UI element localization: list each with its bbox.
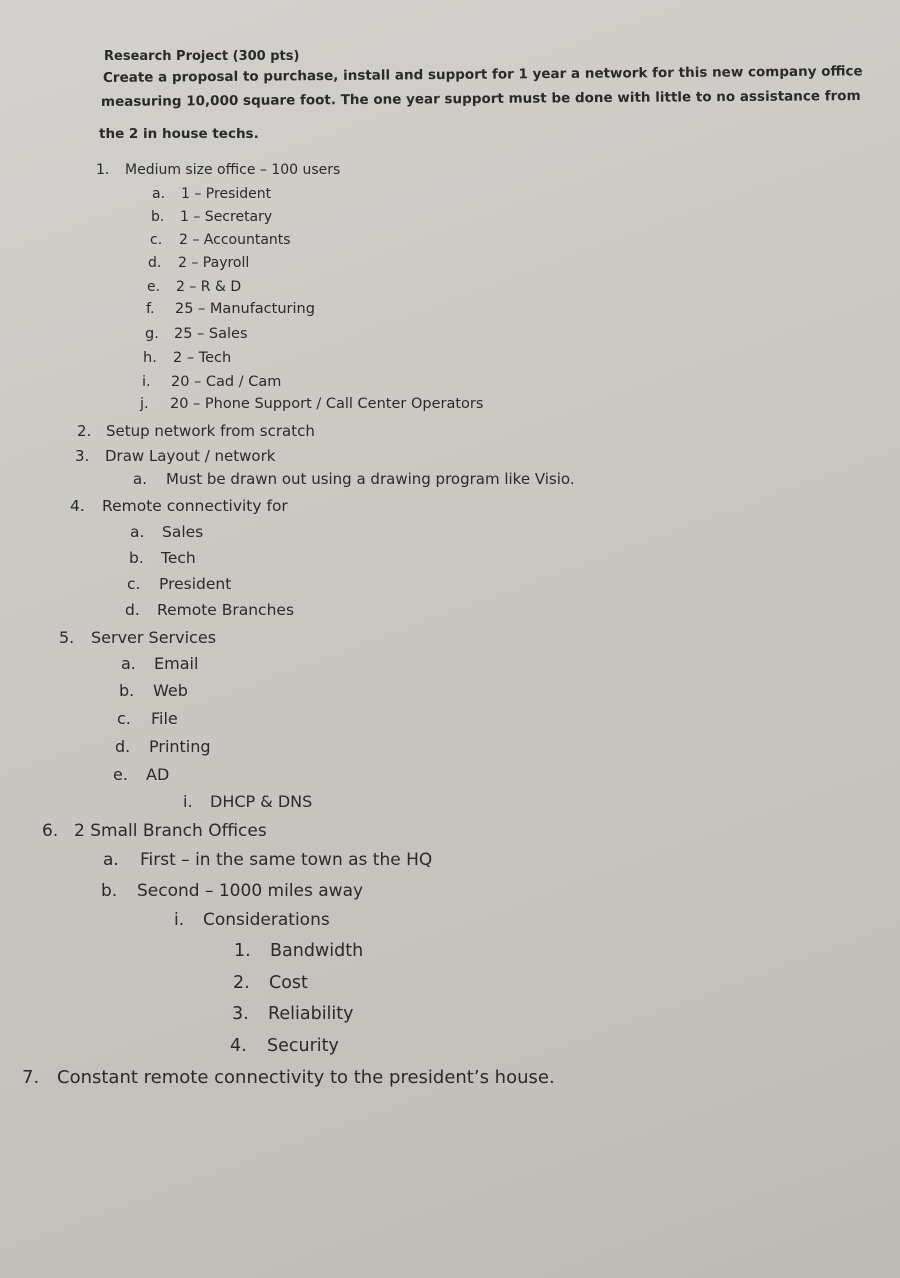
list-item-text: Draw Layout / network — [105, 447, 276, 465]
list-item-text: DHCP & DNS — [210, 792, 313, 811]
list-marker: 5. — [59, 628, 75, 647]
list-item-text: 2 – R & D — [176, 279, 242, 295]
list-item-text: President — [159, 575, 232, 593]
list-marker: b. — [119, 681, 135, 700]
list-marker: b. — [101, 881, 118, 901]
list-marker: i. — [174, 910, 185, 930]
list-item-text: Tech — [161, 549, 196, 567]
list-marker: 2. — [77, 422, 92, 440]
list-marker: g. — [145, 326, 159, 342]
list-item-text: 20 – Cad / Cam — [171, 374, 282, 390]
list-item-text: File — [151, 709, 178, 728]
list-item-text: 1 – President — [181, 186, 272, 202]
list-marker: a. — [130, 523, 145, 541]
list-item-text: 25 – Manufacturing — [175, 301, 315, 317]
list-marker: i. — [142, 374, 151, 390]
list-marker: c. — [127, 575, 141, 593]
list-item-text: Cost — [269, 973, 308, 993]
list-marker: h. — [143, 350, 157, 366]
intro-line: measuring 10,000 square foot. The one year support must be done with little to no assistance from — [100, 88, 861, 110]
list-marker: 1. — [234, 941, 251, 961]
list-marker: 1. — [96, 162, 110, 178]
list-marker: 4. — [70, 497, 85, 515]
list-item-text: Medium size office – 100 users — [125, 162, 341, 178]
list-marker: b. — [151, 209, 165, 225]
list-marker: 3. — [75, 447, 90, 465]
list-marker: e. — [113, 765, 128, 784]
list-item-text: Printing — [149, 737, 211, 756]
list-item-text: Email — [154, 654, 199, 673]
list-marker: b. — [129, 549, 144, 567]
list-marker: e. — [147, 279, 161, 295]
list-item-text: AD — [146, 765, 170, 784]
list-item-text: 2 Small Branch Offices — [74, 821, 267, 841]
list-item-text: Constant remote connectivity to the president’s house. — [57, 1067, 555, 1088]
list-item-text: Sales — [162, 523, 204, 541]
list-item-text: Considerations — [203, 910, 330, 930]
list-item-text: 1 – Secretary — [180, 209, 273, 225]
document-title: Research Project (300 pts) — [104, 49, 300, 64]
list-item-text: Server Services — [91, 628, 217, 647]
list-item-text: 2 – Accountants — [179, 232, 291, 248]
list-marker: a. — [152, 186, 166, 202]
list-marker: i. — [183, 792, 193, 811]
list-marker: 6. — [42, 821, 59, 841]
list-marker: a. — [133, 470, 147, 488]
list-marker: d. — [115, 737, 131, 756]
list-item-text: Must be drawn out using a drawing program like Visio. — [166, 470, 575, 488]
list-marker: c. — [117, 709, 131, 728]
list-item-text: Web — [153, 681, 188, 700]
list-item-text: 20 – Phone Support / Call Center Operators — [170, 396, 484, 412]
list-item-text: 2 – Payroll — [178, 255, 250, 271]
list-item-text: Security — [267, 1036, 339, 1056]
list-marker: 7. — [22, 1067, 40, 1088]
list-item-text: 25 – Sales — [174, 326, 248, 342]
list-marker: f. — [146, 301, 155, 317]
list-item-text: Reliability — [268, 1004, 354, 1024]
list-marker: d. — [125, 601, 140, 619]
list-item-text: Second – 1000 miles away — [137, 881, 364, 901]
list-marker: 3. — [232, 1004, 249, 1024]
list-item-text: Setup network from scratch — [106, 422, 315, 440]
list-marker: a. — [103, 850, 119, 870]
list-item-text: Remote connectivity for — [102, 497, 288, 515]
list-item-text: 2 – Tech — [173, 350, 232, 366]
list-marker: 4. — [230, 1036, 247, 1056]
list-item-text: Remote Branches — [157, 601, 295, 619]
list-marker: j. — [140, 396, 149, 412]
list-marker: 2. — [233, 973, 250, 993]
intro-line: the 2 in house techs. — [99, 126, 259, 142]
list-marker: d. — [148, 255, 162, 271]
list-marker: c. — [150, 232, 163, 248]
intro-line: Create a proposal to purchase, install and support for 1 year a network for this new company office — [102, 63, 863, 86]
list-item-text: First – in the same town as the HQ — [140, 850, 433, 870]
list-marker: a. — [121, 654, 136, 673]
list-item-text: Bandwidth — [270, 941, 364, 961]
